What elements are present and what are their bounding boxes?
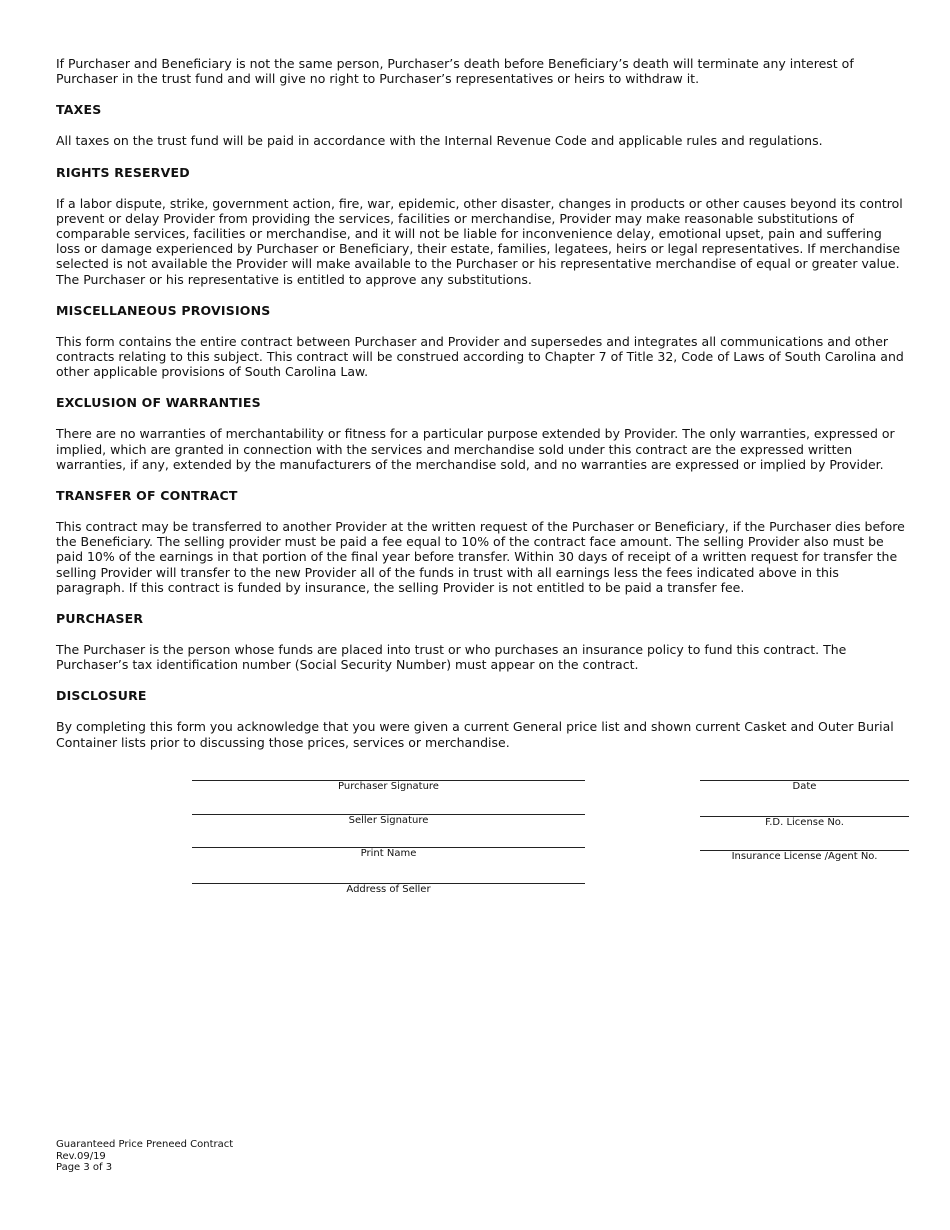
footer-page-number: Page 3 of 3 xyxy=(56,1162,113,1173)
section-body: By completing this form you acknowledge that you were given a current General price list and shown current Casket and Outer Burial Container lists prior to discussing those prices, services or merchandise. xyxy=(56,719,894,750)
footer-title: Guaranteed Price Preneed Contract xyxy=(56,1139,234,1150)
section-heading: DISCLOSURE xyxy=(56,688,147,704)
section-body: The Purchaser is the person whose funds are placed into trust or who purchases an insurance policy to fund this contract. The Purchaser’s tax identification number (Social Security Number) must appear on the contract. xyxy=(56,642,847,673)
section-exclusion-of-warranties xyxy=(56,395,906,472)
print-name-label: Print Name xyxy=(360,848,417,859)
section-body: All taxes on the trust fund will be paid in accordance with the Internal Revenue Code and applicable rules and regulations. xyxy=(56,133,823,149)
page-footer xyxy=(56,1139,233,1174)
address-of-seller-label: Address of Seller xyxy=(346,884,431,895)
section-heading: MISCELLANEOUS PROVISIONS xyxy=(56,302,271,318)
section-body: This contract may be transferred to another Provider at the written request of the Purchaser or Beneficiary, if the Purchaser dies before the Beneficiary. The selling provider must be paid a fee equal to 10% of the contract face amount. The selling Provider also must be paid 10% of the earnings in that portion of the final year before transfer. Within 30 days of receipt of a written request for transfer the selling Provider will transfer to the new Provider all of the funds in trust with all earnings less the fees indicated above in this paragraph. If this contract is funded by insurance, the selling Provider is not entitled to be paid a transfer fee. xyxy=(56,519,905,595)
section-body: This form contains the entire contract between Purchaser and Provider and supersedes and integrates all communications and other contracts relating to this subject. This contract will be construed according to Chapter 7 of Title 32, Code of Laws of South Carolina and other applicable provisions of South Carolina Law. xyxy=(56,333,904,380)
purchaser-signature-label: Purchaser Signature xyxy=(338,781,439,792)
section-rights-reserved xyxy=(56,165,906,287)
section-heading: RIGHTS RESERVED xyxy=(56,164,190,180)
seller-signature-label: Seller Signature xyxy=(348,815,429,826)
section-heading: TRANSFER OF CONTRACT xyxy=(56,488,238,504)
footer-revision: Rev.09/19 xyxy=(56,1150,106,1162)
section-transfer-of-contract xyxy=(56,488,906,595)
intro-paragraph: If Purchaser and Beneficiary is not the same person, Purchaser’s death before Beneficiary’s death will terminate any interest of Purchaser in the trust fund and will give no right to Purchaser’s representatives or heirs to withdraw it. xyxy=(56,56,854,87)
section-purchaser xyxy=(56,611,906,672)
document-body xyxy=(56,56,906,766)
fd-license-label: F.D. License No. xyxy=(765,817,844,828)
section-miscellaneous-provisions xyxy=(56,303,906,380)
section-heading: EXCLUSION OF WARRANTIES xyxy=(56,395,261,411)
section-body: If a labor dispute, strike, government action, fire, war, epidemic, other disaster, changes in products or other causes beyond its control prevent or delay Provider from providing the services, facilities or merchandise, Provider may make reasonable substitutions of comparable services, facilities or merchandise, and it will not be liable for inconvenience delay, emotional upset, pain and suffering loss or damage experienced by Purchaser or Beneficiary, their estate, families, legatees, heirs or legal representatives. If merchandise selected is not available the Provider will make available to the Purchaser or his representative merchandise of equal or greater value. The Purchaser or his representative is entitled to approve any substitutions. xyxy=(56,195,903,287)
section-heading: TAXES xyxy=(56,102,102,118)
section-taxes xyxy=(56,102,906,148)
section-disclosure xyxy=(56,688,906,749)
date-label: Date xyxy=(792,781,817,792)
section-heading: PURCHASER xyxy=(56,611,144,627)
insurance-license-label: Insurance License /Agent No. xyxy=(731,851,878,862)
section-body: There are no warranties of merchantability or fitness for a particular purpose extended by Provider. The only warranties, expressed or implied, which are granted in connection with the services and merchandise sold under this contract are the expressed written warranties, if any, extended by the manufacturers of the merchandise sold, and no warranties are expressed or implied by Provider. xyxy=(56,426,895,472)
